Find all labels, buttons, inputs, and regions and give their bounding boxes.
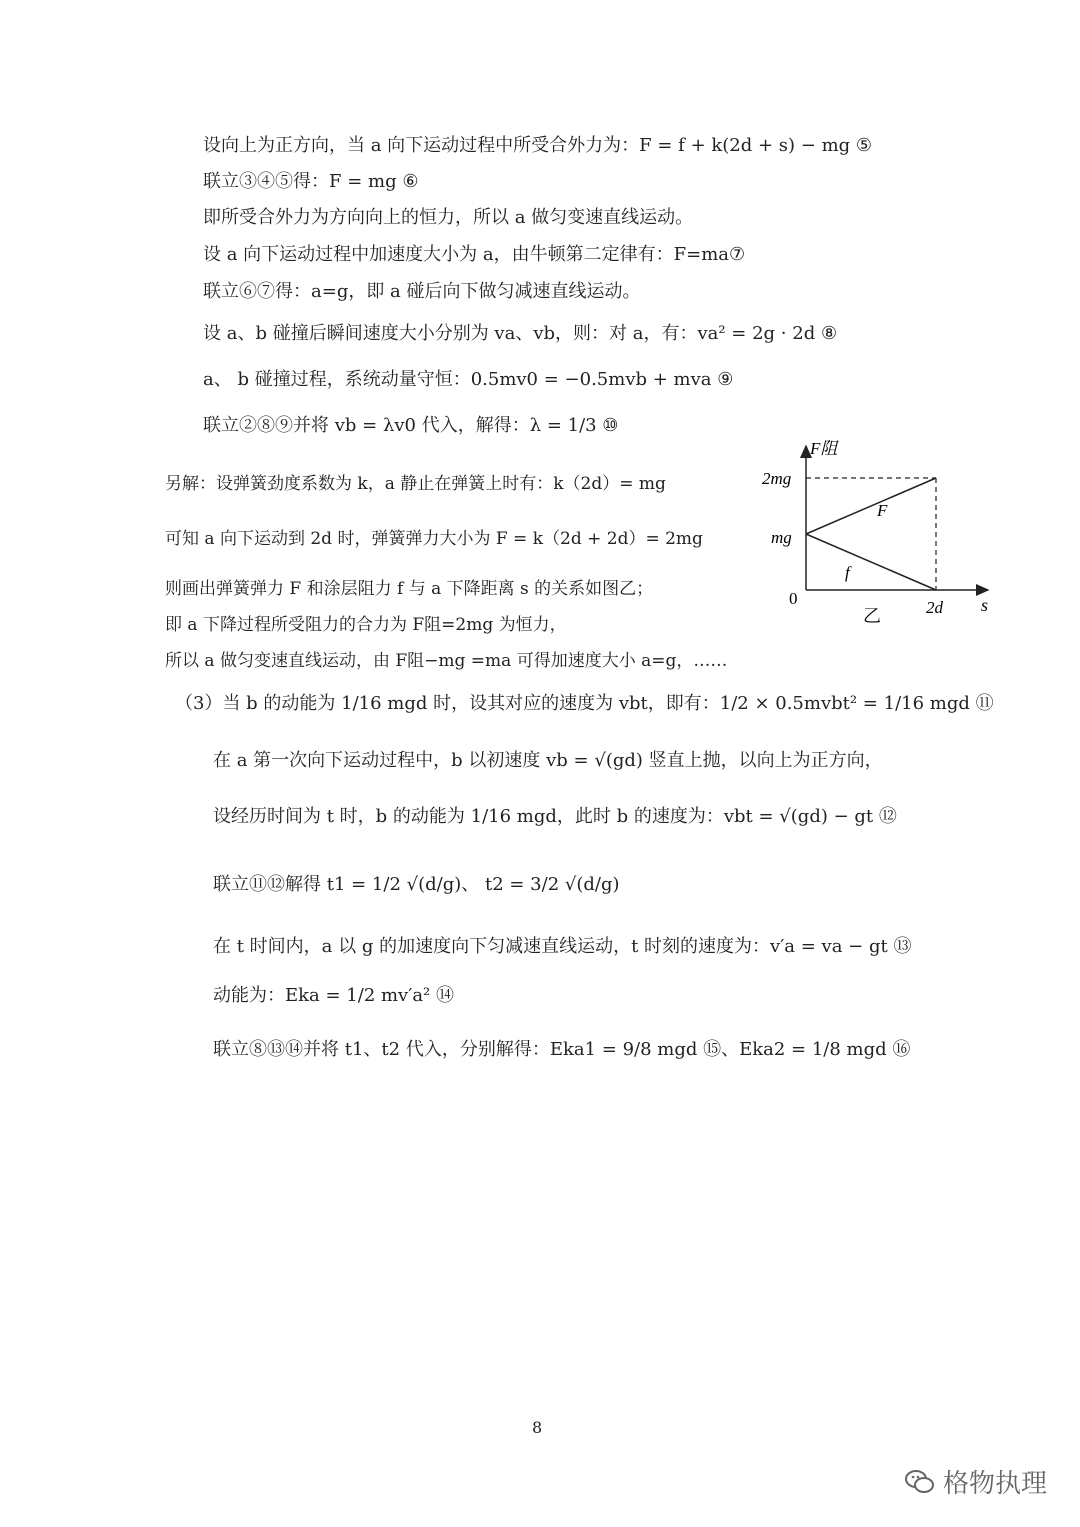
line-f-label: f — [845, 563, 850, 582]
wechat-icon — [905, 1469, 935, 1495]
text-line: 设 a 向下运动过程中加速度大小为 a，由牛顿第二定律有：F=ma⑦ — [203, 244, 746, 265]
figure-caption: 乙 — [863, 606, 881, 626]
text-line: （3）当 b 的动能为 1/16 mgd 时，设其对应的速度为 vbt，即有：1/2 × 0.5mvbt² = 1/16 mgd ⑪ — [175, 693, 994, 714]
x-tick-2d: 2d — [926, 598, 943, 617]
text-line: 可知 a 向下运动到 2d 时，弹簧弹力大小为 F = k（2d + 2d）= 2mg — [165, 529, 703, 549]
text-line: a、 b 碰撞过程，系统动量守恒：0.5mv0 = −0.5mvb + mva ⑨ — [203, 369, 734, 390]
line-F-label: F — [877, 501, 888, 520]
text-line: 联立⑧⑬⑭并将 t1、t2 代入，分别解得：Eka1 = 9/8 mgd ⑮、Eka2 = 1/8 mgd ⑯ — [213, 1039, 911, 1060]
series-line-F — [806, 478, 936, 534]
text-line: 则画出弹簧弹力 F 和涂层阻力 f 与 a 下降距离 s 的关系如图乙； — [165, 579, 654, 599]
text-line: 即 a 下降过程所受阻力的合力为 F阻=2mg 为恒力， — [165, 615, 567, 635]
series-line-f — [806, 534, 936, 590]
text-line: 设 a、b 碰撞后瞬间速度大小分别为 va、vb，则：对 a，有：va² = 2g · 2d ⑧ — [203, 323, 838, 344]
text-line: 设向上为正方向，当 a 向下运动过程中所受合外力为：F = f + k(2d + s) − mg ⑤ — [203, 135, 873, 156]
text-line: 联立⑪⑫解得 t1 = 1/2 √(d/g)、 t2 = 3/2 √(d/g) — [213, 874, 620, 895]
y-axis-label: F阻 — [810, 439, 838, 458]
force-distance-graph — [760, 436, 1010, 626]
watermark — [905, 1463, 1047, 1500]
page-number: 8 — [532, 1418, 543, 1437]
text-line: 联立②⑧⑨并将 vb = λv0 代入，解得：λ = 1/3 ⑩ — [203, 415, 619, 436]
text-line: 即所受合外力为方向向上的恒力，所以 a 做匀变速直线运动。 — [203, 207, 694, 228]
text-line: 另解：设弹簧劲度系数为 k，a 静止在弹簧上时有：k（2d）= mg — [165, 474, 666, 494]
text-line: 联立③④⑤得：F = mg ⑥ — [203, 171, 419, 192]
text-line: 在 t 时间内，a 以 g 的加速度向下匀减速直线运动，t 时刻的速度为：v′a = va − gt ⑬ — [213, 936, 912, 957]
watermark-text: 格物执理 — [943, 1469, 1048, 1499]
x-axis-label: s — [981, 595, 989, 615]
text-line: 设经历时间为 t 时，b 的动能为 1/16 mgd，此时 b 的速度为：vbt = √(gd) − gt ⑫ — [213, 806, 897, 827]
text-line: 所以 a 做匀变速直线运动，由 F阻−mg =ma 可得加速度大小 a=g，…… — [165, 651, 728, 671]
text-line: 在 a 第一次向下运动过程中，b 以初速度 vb = √(gd) 竖直上抛，以向上为正方向， — [213, 750, 883, 771]
y-tick-2mg: 2mg — [762, 469, 792, 488]
text-line: 联立⑥⑦得：a=g，即 a 碰后向下做匀减速直线运动。 — [203, 281, 641, 302]
y-tick-mg: mg — [771, 528, 792, 547]
origin-label: 0 — [789, 589, 798, 608]
text-line: 动能为：Eka = 1/2 mv′a² ⑭ — [213, 985, 454, 1006]
